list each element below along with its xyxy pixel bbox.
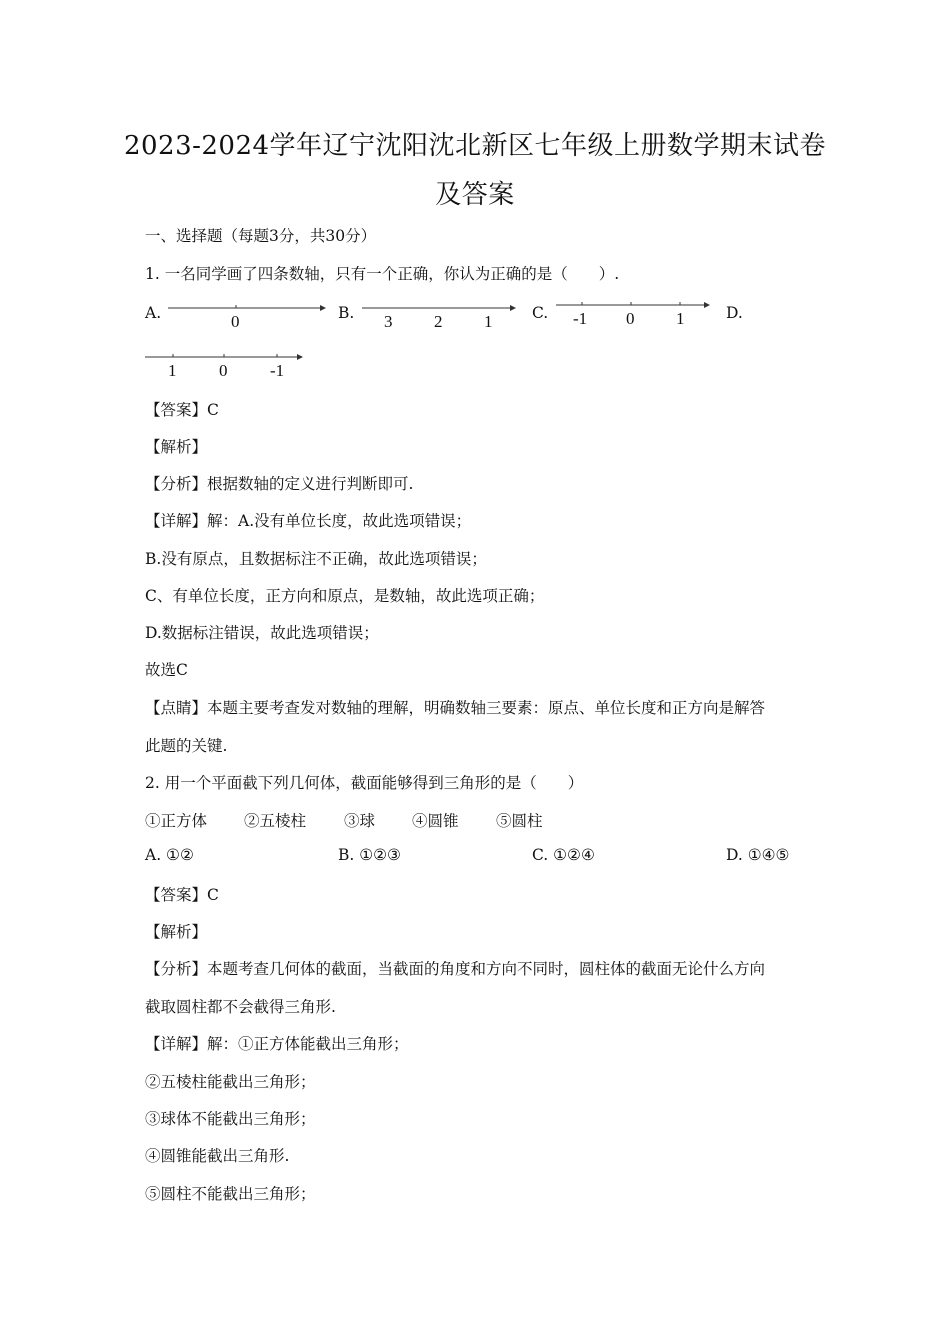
q1-option-c-label: C. [532,304,549,322]
q1-option-b-numberline [362,300,522,331]
q1-option-c-numberline [556,297,716,328]
q2-detail-line: ④圆锥能截出三角形. [145,1147,290,1165]
tick-label: 1 [676,309,685,328]
number-line-a-graphic [168,300,328,320]
q1-option-b-label: B. [338,304,355,322]
q2-shape-item: ⑤圆柱 [496,812,543,830]
tick-label: -1 [270,361,285,380]
q1-option-a-numberline [168,300,328,331]
q1-detail-line: D.数据标注错误，故此选项错误； [145,624,379,642]
doc-title-line1: 2023-2024学年辽宁沈阳沈北新区七年级上册数学期末试卷 [123,131,827,161]
q2-shape-item: ②五棱柱 [244,812,307,830]
q1-answer: 【答案】C [145,401,219,419]
q1-dianjing-line: 【点睛】本题主要考查发对数轴的理解，明确数轴三要素：原点、单位长度和正方向是解答 [145,699,766,717]
tick-label: 3 [384,312,393,331]
q2-fenxi-line: 【分析】本题考查几何体的截面，当截面的角度和方向不同时，圆柱体的截面无论什么方向 [145,960,766,978]
tick-label: 0 [231,312,240,331]
q1-detail-line: C、有单位长度，正方向和原点，是数轴，故此选项正确； [145,587,545,605]
q1-fenxi: 【分析】根据数轴的定义进行判断即可. [145,475,414,493]
q1-stem: 1. 一名同学画了四条数轴，只有一个正确，你认为正确的是（ ）. [145,265,620,283]
q2-fenxi-line: 截取圆柱都不会截得三角形. [145,998,336,1016]
q2-option-d: D. ①④⑤ [726,846,790,864]
q2-option-a: A. ①② [145,846,194,864]
tick-label: 0 [219,361,228,380]
q2-detail-line: ③球体不能截出三角形； [145,1110,316,1128]
q1-analysis-heading: 【解析】 [145,438,208,456]
q1-option-d-label: D. [726,304,743,322]
section-heading: 一、选择题（每题3分，共30分） [145,227,377,245]
q2-detail-line: ⑤圆柱不能截出三角形； [145,1185,316,1203]
q2-shape-item: ④圆锥 [412,812,459,830]
q2-answer: 【答案】C [145,886,219,904]
q1-detail-line: 故选C [145,661,188,679]
q2-detail-line: 【详解】解：①正方体能截出三角形； [145,1035,409,1053]
q2-shape-item: ③球 [344,812,376,830]
tick-label: 0 [626,309,635,328]
q2-option-c: C. ①②④ [532,846,595,864]
q1-option-d-numberline [145,349,310,380]
q1-detail-line: B.没有原点，且数据标注不正确，故此选项错误； [145,550,487,568]
q1-detail-line: 【详解】解：A.没有单位长度，故此选项错误； [145,512,472,530]
doc-title-line2: 及答案 [435,180,515,210]
q2-option-b: B. ①②③ [338,846,401,864]
q1-dianjing-line: 此题的关键. [145,737,228,755]
tick-label: -1 [573,309,588,328]
q1-option-a-label: A. [145,304,162,322]
tick-label: 2 [434,312,443,331]
tick-label: 1 [168,361,177,380]
tick-label: 1 [484,312,493,331]
q2-shape-item: ①正方体 [145,812,208,830]
q2-analysis-heading: 【解析】 [145,923,208,941]
q2-stem: 2. 用一个平面截下列几何体，截面能够得到三角形的是（ ） [145,774,584,792]
q2-detail-line: ②五棱柱能截出三角形； [145,1073,316,1091]
